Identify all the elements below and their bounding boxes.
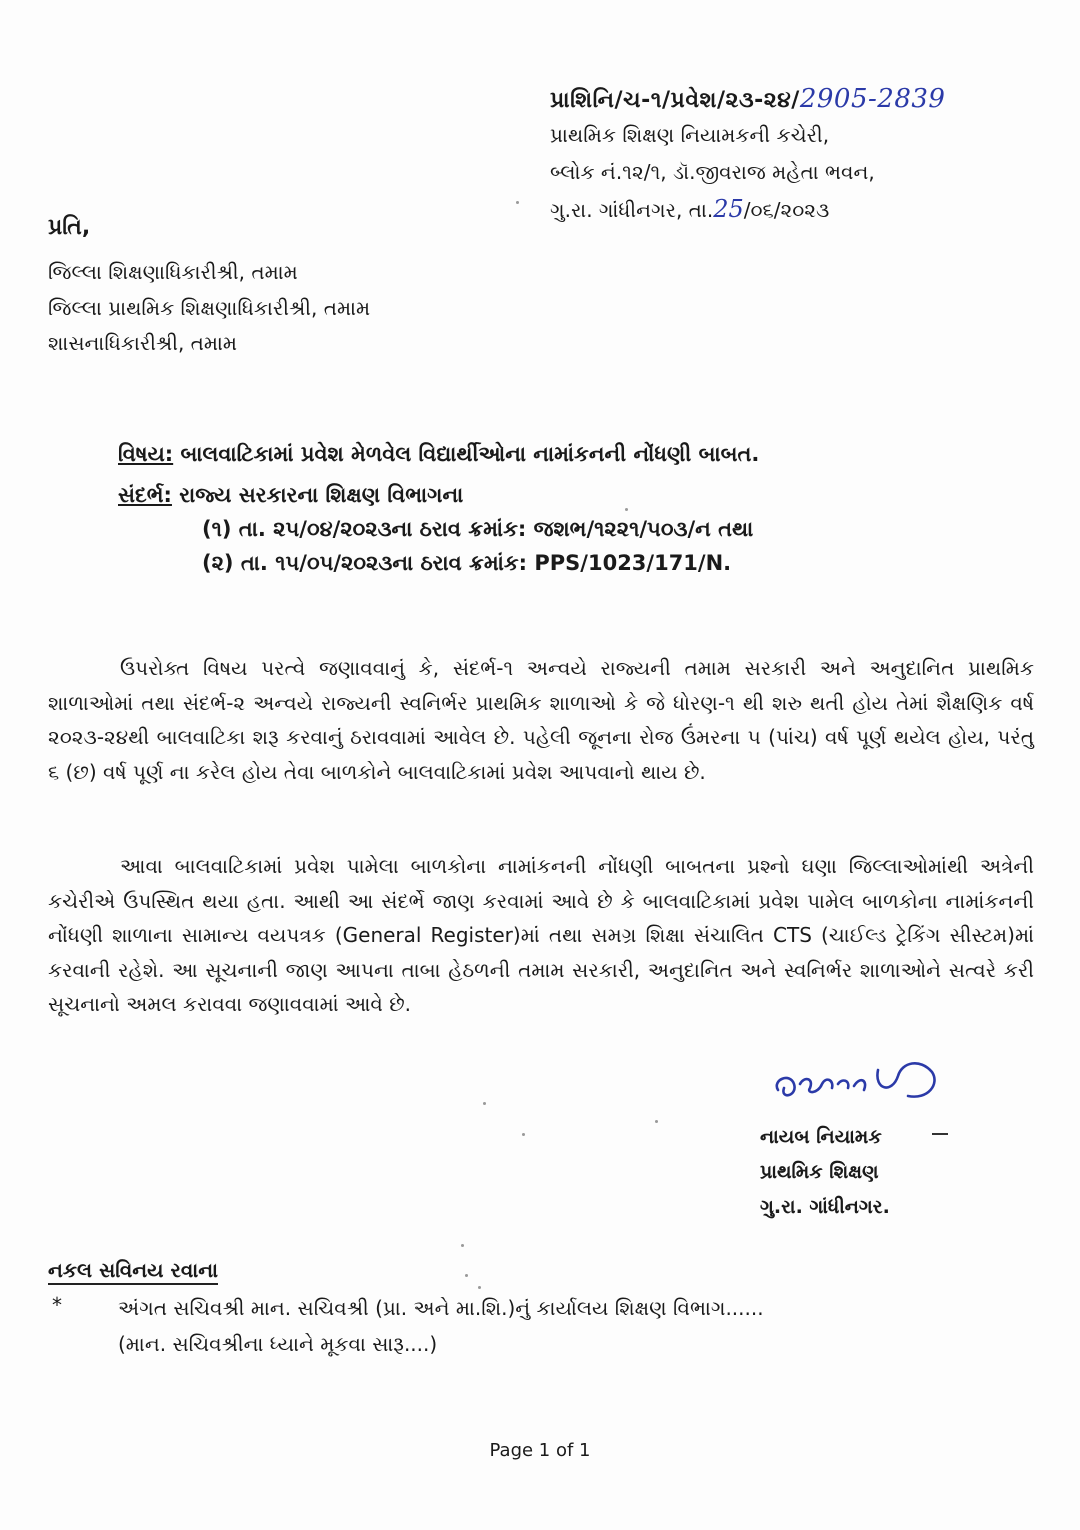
body-paragraph-2: આવા બાલવાટિકામાં પ્રવેશ પામેલા બાળકોના નામાંકનની નોંધણી બાબતના પ્રશ્નો ઘણા જિલ્લાઓમાંથી અત્રેની કચેરીએ ઉપસ્થિત થયા હતા. આથી આ સંદર્ભે જાણ કરવામાં આવે છે કે બાલવાટિકામાં પ્રવેશ પામેલ બાળકોના નામાંકનની નોંધણી શાળાના સામાન્ય વયપત્રક (General Register)માં તથા સમગ્ર શિક્ષા સંચાલિત CTS (ચાઈલ્ડ ટ્રેકિંગ સીસ્ટમ)માં કરવાની રહેશે. આ સૂચનાની જાણ આપના તાબા હેઠળની તમામ સરકારી, અનુદાનિત અને સ્વનિર્ભર શાળાઓને સત્વરે કરી સૂચનાનો અમલ કરાવવા જણાવવામાં આવે છે.	[48, 854, 1034, 1016]
reference-item: (૨) તા. ૧૫/૦૫/૨૦૨૩ના ઠરાવ ક્રમાંક: PPS/1023/171/N.	[202, 551, 732, 575]
scan-speck	[522, 1133, 525, 1136]
recipient-item: શાસનાધિકારીશ્રી, તમામ	[48, 331, 238, 355]
subject-text: બાલવાટિકામાં પ્રવેશ મેળવેલ વિદ્યાર્થીઓના નામાંકનની નોંધણી બાબત.	[173, 442, 760, 466]
dash-mark	[932, 1133, 948, 1135]
subject-label: વિષય:	[118, 442, 174, 466]
date-handwritten: 25	[713, 195, 744, 223]
recipients-heading: પ્રતિ,	[48, 215, 91, 240]
reference-label: સંદર્ભ:	[118, 483, 172, 507]
scan-speck	[483, 1102, 486, 1105]
body-paragraph-1: ઉપરોક્ત વિષય પરત્વે જણાવવાનું કે, સંદર્ભ-૧ અન્વયે રાજ્યની તમામ સરકારી અને અનુદાનિત પ્રાથમિક શાળાઓમાં તથા સંદર્ભ-૨ અન્વયે રાજ્યની સ્વનિર્ભર પ્રાથમિક શાળાઓ કે જે ધોરણ-૧ થી શરુ થતી હોય તેમાં શૈક્ષણિક વર્ષ ૨૦૨૩-૨૪થી બાલવાટિકા શરૂ કરવાનું ઠરાવવામાં આવેલ છે. પહેલી જૂનના રોજ ઉંમરના ૫ (પાંચ) વર્ષ પૂર્ણ થયેલ હોય, પરંતુ ૬ (છ) વર્ષ પૂર્ણ ના કરેલ હોય તેવા બાળકોને બાલવાટિકામાં પ્રવેશ આપવાનો થાય છે.	[48, 656, 1034, 784]
signature-scribble	[770, 1050, 945, 1120]
reference-line	[118, 483, 463, 508]
scan-speck	[625, 508, 628, 511]
signatory-location: ગુ.રા. ગાંધીનગર.	[760, 1196, 890, 1218]
office-line-1: પ્રાથમિક શિક્ષણ નિયામકની કચેરી,	[550, 123, 830, 147]
date-suffix: /૦૬/૨૦૨૩	[743, 198, 830, 222]
reference-intro: રાજ્ય સરકારના શિક્ષણ વિભાગના	[171, 483, 464, 507]
reference-number	[550, 84, 945, 114]
scan-speck	[516, 201, 519, 204]
signatory-department: પ્રાથમિક શિક્ષણ	[760, 1161, 879, 1183]
recipient-item: જિલ્લા શિક્ષણાધિકારીશ્રી, તમામ	[48, 260, 298, 284]
scan-speck	[461, 1244, 464, 1247]
office-city: ગુ.રા. ગાંધીનગર, તા.	[550, 198, 714, 222]
signatory-designation: નાયબ નિયામક	[760, 1126, 882, 1148]
recipient-item: જિલ્લા પ્રાથમિક શિક્ષણાધિકારીશ્રી, તમામ	[48, 296, 371, 320]
office-line-3	[550, 195, 829, 223]
copy-line-2: (માન. સચિવશ્રીના ધ્યાને મૂકવા સારૂ....)	[118, 1332, 438, 1356]
reference-printed: પ્રાશિનિ/ચ-૧/પ્રવેશ/૨૩-૨૪/	[550, 88, 800, 113]
office-line-2: બ્લોક નં.૧૨/૧, ડૉ.જીવરાજ મહેતા ભવન,	[550, 160, 875, 184]
reference-item: (૧) તા. ૨૫/૦૪/૨૦૨૩ના ઠરાવ ક્રમાંક: જશભ/૧૨૨૧/૫૦૩/ન તથા	[202, 517, 754, 541]
scan-speck	[465, 1274, 468, 1277]
copy-bullet: *	[52, 1293, 62, 1317]
subject-line	[118, 442, 759, 467]
reference-handwritten: 2905-2839	[799, 84, 946, 114]
scan-speck	[478, 1286, 481, 1289]
copy-line-1: અંગત સચિવશ્રી માન. સચિવશ્રી (પ્રા. અને મા.શિ.)નું કાર્યાલય શિક્ષણ વિભાગ......	[118, 1296, 764, 1320]
page-number: Page 1 of 1	[489, 1440, 591, 1461]
scan-speck	[655, 1120, 658, 1123]
copy-heading: નકલ સવિનય રવાના	[48, 1258, 218, 1285]
